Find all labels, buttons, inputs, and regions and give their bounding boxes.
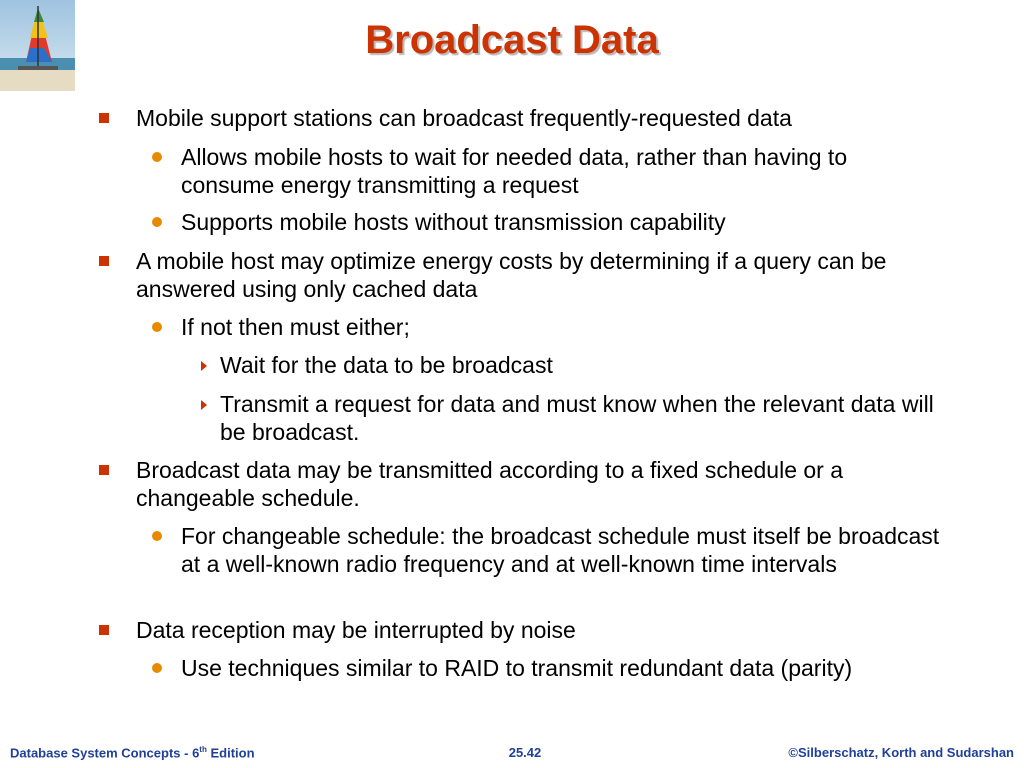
list-item [136, 247, 936, 303]
list-item [181, 208, 941, 236]
bullet-text: Use techniques similar to RAID to transmit redundant data (parity) [181, 655, 853, 681]
square-bullet-icon [99, 625, 109, 635]
bullet-text: Transmit a request for data and must know when the relevant data will be broadcast. [220, 391, 934, 445]
bullet-text: Data reception may be interrupted by noise [136, 617, 576, 643]
bullet-text: Allows mobile hosts to wait for needed data, rather than having to consume energy transmitting a request [181, 144, 848, 198]
bullet-text: Supports mobile hosts without transmission capability [181, 209, 726, 235]
dot-bullet-icon [152, 663, 162, 673]
list-item [136, 616, 936, 644]
square-bullet-icon [99, 113, 109, 123]
bullet-text: A mobile host may optimize energy costs by determining if a query can be answered using only cached data [136, 248, 887, 302]
bullet-text: For changeable schedule: the broadcast schedule must itself be broadcast at a well-known radio frequency and at well-known time intervals [181, 523, 940, 577]
list-item [220, 390, 940, 446]
dot-bullet-icon [152, 531, 162, 541]
list-item [181, 654, 941, 682]
dot-bullet-icon [152, 322, 162, 332]
slide-title: Broadcast Data [365, 18, 659, 62]
footer-copyright: ©Silberschatz, Korth and Sudarshan [788, 745, 1014, 760]
square-bullet-icon [99, 465, 109, 475]
list-item [136, 456, 936, 512]
list-item [181, 522, 941, 578]
list-item [181, 143, 941, 199]
bullet-text: If not then must either; [181, 314, 410, 340]
list-item [181, 313, 941, 341]
dot-bullet-icon [152, 217, 162, 227]
footer-book-title: Database System Concepts - 6th Edition [10, 745, 255, 761]
bullet-text: Wait for the data to be broadcast [220, 352, 553, 378]
bullet-text: Broadcast data may be transmitted according to a fixed schedule or a changeable schedule. [136, 457, 844, 511]
bullet-text: Mobile support stations can broadcast frequently-requested data [136, 105, 792, 131]
list-item [220, 351, 940, 379]
triangle-bullet-icon [201, 361, 207, 371]
dot-bullet-icon [152, 152, 162, 162]
list-item [136, 104, 936, 132]
footer-page-number: 25.42 [508, 745, 542, 760]
triangle-bullet-icon [201, 400, 207, 410]
square-bullet-icon [99, 256, 109, 266]
